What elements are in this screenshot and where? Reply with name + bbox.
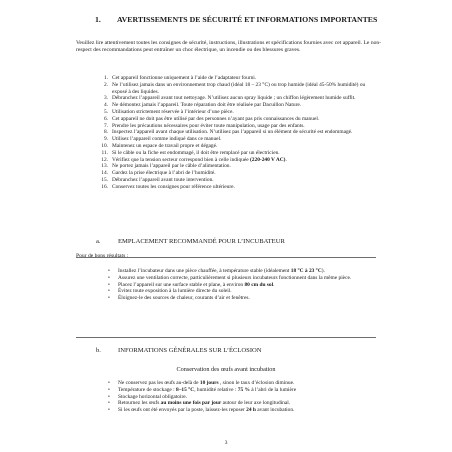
safety-instruction-item [100,95,380,102]
bullet-emphasis: 24 h [246,407,256,414]
instruction-number: 16. [101,183,108,190]
bullet-emphasis: 8–15 °C [176,386,195,393]
instruction-number: 11. [101,149,108,156]
divider-line [76,337,376,338]
instruction-number: 14. [101,170,108,177]
bullet-item [108,407,383,414]
safety-instruction-item [100,184,380,191]
instruction-number: 10. [101,142,108,149]
bullet-icon: • [108,380,110,386]
bullet-text: Éloignez-le des sources de chaleur, courants d’air et fenêtres. [118,295,250,302]
bullet-icon: • [108,295,110,302]
instruction-text: Si le câble ou la fiche est endommagé, il doit être remplacé par un électricien. [112,149,280,156]
bullet-text: , humidité relative : [194,386,238,393]
section-b-subtitle: Conservation des œufs avant incubation [176,366,276,373]
safety-instruction-item [100,150,380,157]
page-number: 3 [224,440,228,446]
instruction-text: Cet appareil fonctionne uniquement à l’aide de l’adaptateur fourni. [112,75,257,81]
section-b-title: INFORMATIONS GÉNÉRALES SUR L’ÉCLOSION [118,347,262,354]
safety-instruction-item [100,129,380,136]
bullet-icon: • [108,274,110,281]
safety-instruction-item [100,102,380,109]
bullet-icon: • [108,407,110,414]
safety-instruction-item [100,143,380,150]
instruction-number: 1. [103,75,108,81]
instruction-number: 12. [101,156,108,163]
instruction-text: Cet appareil ne doit pas être utilisé par des personnes n’ayant pas pris connaissances du manuel. [112,115,320,122]
instruction-number: 9. [103,136,108,143]
bullet-text: Installez l’incubateur dans une pièce chauffée, à température stable (idéalement [118,268,291,274]
instruction-text: Inspectez l’appareil avant chaque utilisation. N’utilisez pas l’appareil si un élément de sécurité est endommagé. [112,129,353,136]
bullet-text: Ne conservez pas les œufs au-delà de [118,380,200,386]
safety-instruction-item [100,177,380,184]
bullet-emphasis: 80 cm du sol [244,281,274,288]
bullet-icon: • [108,400,110,407]
instruction-text: Débranchez l’appareil avant toute intervention. [112,176,214,183]
instruction-number: 5. [103,108,108,115]
instruction-text: Maintenez un espace de travail propre et dégagé. [112,142,218,149]
safety-instruction-item [100,123,380,130]
safety-instruction-item [100,82,380,96]
instruction-text: Prendre les précautions nécessaires pour éviter toute manipulation, usage par des enfants. [112,122,305,129]
safety-instruction-item [100,116,380,123]
instruction-text: . [285,156,287,163]
section-a-lead: Pour de bons résultats : [76,253,129,259]
bullet-emphasis: au moins une fois par jour [160,400,222,407]
instruction-text: Ne démontez jamais l’appareil. Toute réparation doit être réalisée par Dacuillon Nature. [112,102,302,109]
safety-instruction-item [100,170,380,177]
bullet-icon: • [108,393,110,400]
instruction-text: Utilisez l’appareil comme indiqué dans ce manuel. [112,136,222,143]
bullet-icon: • [108,268,110,274]
instruction-emphasis: (220-240 V AC) [250,156,286,163]
section-1-intro: Veuillez lire attentivement toutes les consignes de sécurité, instructions, illustrations et spécifications fournies avec cet appareil. Le non-respect des recommandations peut entraîner un choc électrique, un incendie ou des blessures graves. [76,40,382,53]
bullet-text: Retournez les œufs [118,400,161,407]
bullet-item [108,275,383,282]
instruction-text: Ne l’utilisez jamais dans un environnement trop chaud (idéal 18 – 23 °C) ou trop humide (idéal 45-50% humidité) ou exposé à des liquides. [112,81,366,95]
bullet-text: ). [321,268,325,274]
placement-bullet-list [108,268,383,302]
bullet-item [108,387,383,394]
instruction-text: Conservez toutes les consignes pour référence ultérieure. [112,183,235,190]
bullet-text: Température de stockage : [118,386,176,393]
egg-storage-bullet-list [108,380,383,414]
bullet-icon: • [108,281,110,288]
section-a-title: EMPLACEMENT RECOMMANDÉ POUR L’INCUBATEUR [118,238,285,245]
bullet-text: . [273,281,275,288]
instruction-text: Utilisation strictement réservée à l’intérieur d’une pièce. [112,108,234,115]
bullet-emphasis: 18 °C à 23 °C [290,268,322,274]
instruction-number: 4. [103,102,108,109]
instruction-text: Vérifiez que la tension secteur correspond bien à celle indiquée [112,156,251,163]
bullet-item [108,268,383,275]
instruction-number: 13. [101,163,108,170]
bullet-icon: • [108,288,110,295]
bullet-text: autour de leur axe longitudinal. [221,400,291,407]
bullet-text: Évitez toute exposition à la lumière directe du soleil. [118,288,232,295]
bullet-text: , sinon le taux d’éclosion diminue. [218,380,295,386]
bullet-icon: • [108,386,110,393]
bullet-text: Stockage horizontal obligatoire. [118,393,188,400]
safety-instruction-item [100,136,380,143]
section-1-number: 1. [95,15,101,24]
bullet-text: à l’abri de la lumière [249,386,297,393]
section-1-title: AVERTISSEMENTS DE SÉCURITÉ ET INFORMATIONS IMPORTANTES [117,15,378,24]
instruction-text: Débranchez l’appareil avant tout nettoyage. N’utilisez aucun spray liquide ; un chiffon légèrement humide suffit. [112,95,356,102]
bullet-emphasis: 75 % [237,386,250,393]
safety-instruction-item [100,109,380,116]
instruction-number: 7. [103,122,108,129]
section-a-letter: a. [96,238,101,245]
safety-instruction-item [100,75,380,82]
bullet-text: Assurez une ventilation correcte, particulièrement si plusieurs incubateurs fonctionnent dans la même pièce. [118,274,352,281]
instruction-text: Ne portez jamais l’appareil par le câble d’alimentation. [112,163,231,170]
instruction-number: 6. [103,115,108,122]
instruction-number: 3. [103,95,108,102]
bullet-emphasis: 10 jours [199,380,219,386]
instruction-number: 2. [103,81,108,88]
bullet-text: Placez l’appareil sur une surface stable et plane, à environ [118,281,245,288]
bullet-text: avant incubation. [255,407,295,414]
instruction-number: 15. [101,176,108,183]
safety-instructions-list [100,75,380,191]
safety-instruction-item [100,163,380,170]
bullet-text: Si les œufs ont été envoyés par la poste, laissez-les reposer [118,407,247,414]
instruction-text: Gardez la prise électrique à l’abri de l’humidité. [112,170,216,177]
bullet-item [108,295,383,302]
safety-instruction-item [100,157,380,164]
section-b-letter: b. [96,347,101,354]
instruction-number: 8. [103,129,108,136]
bullet-item [108,380,383,387]
